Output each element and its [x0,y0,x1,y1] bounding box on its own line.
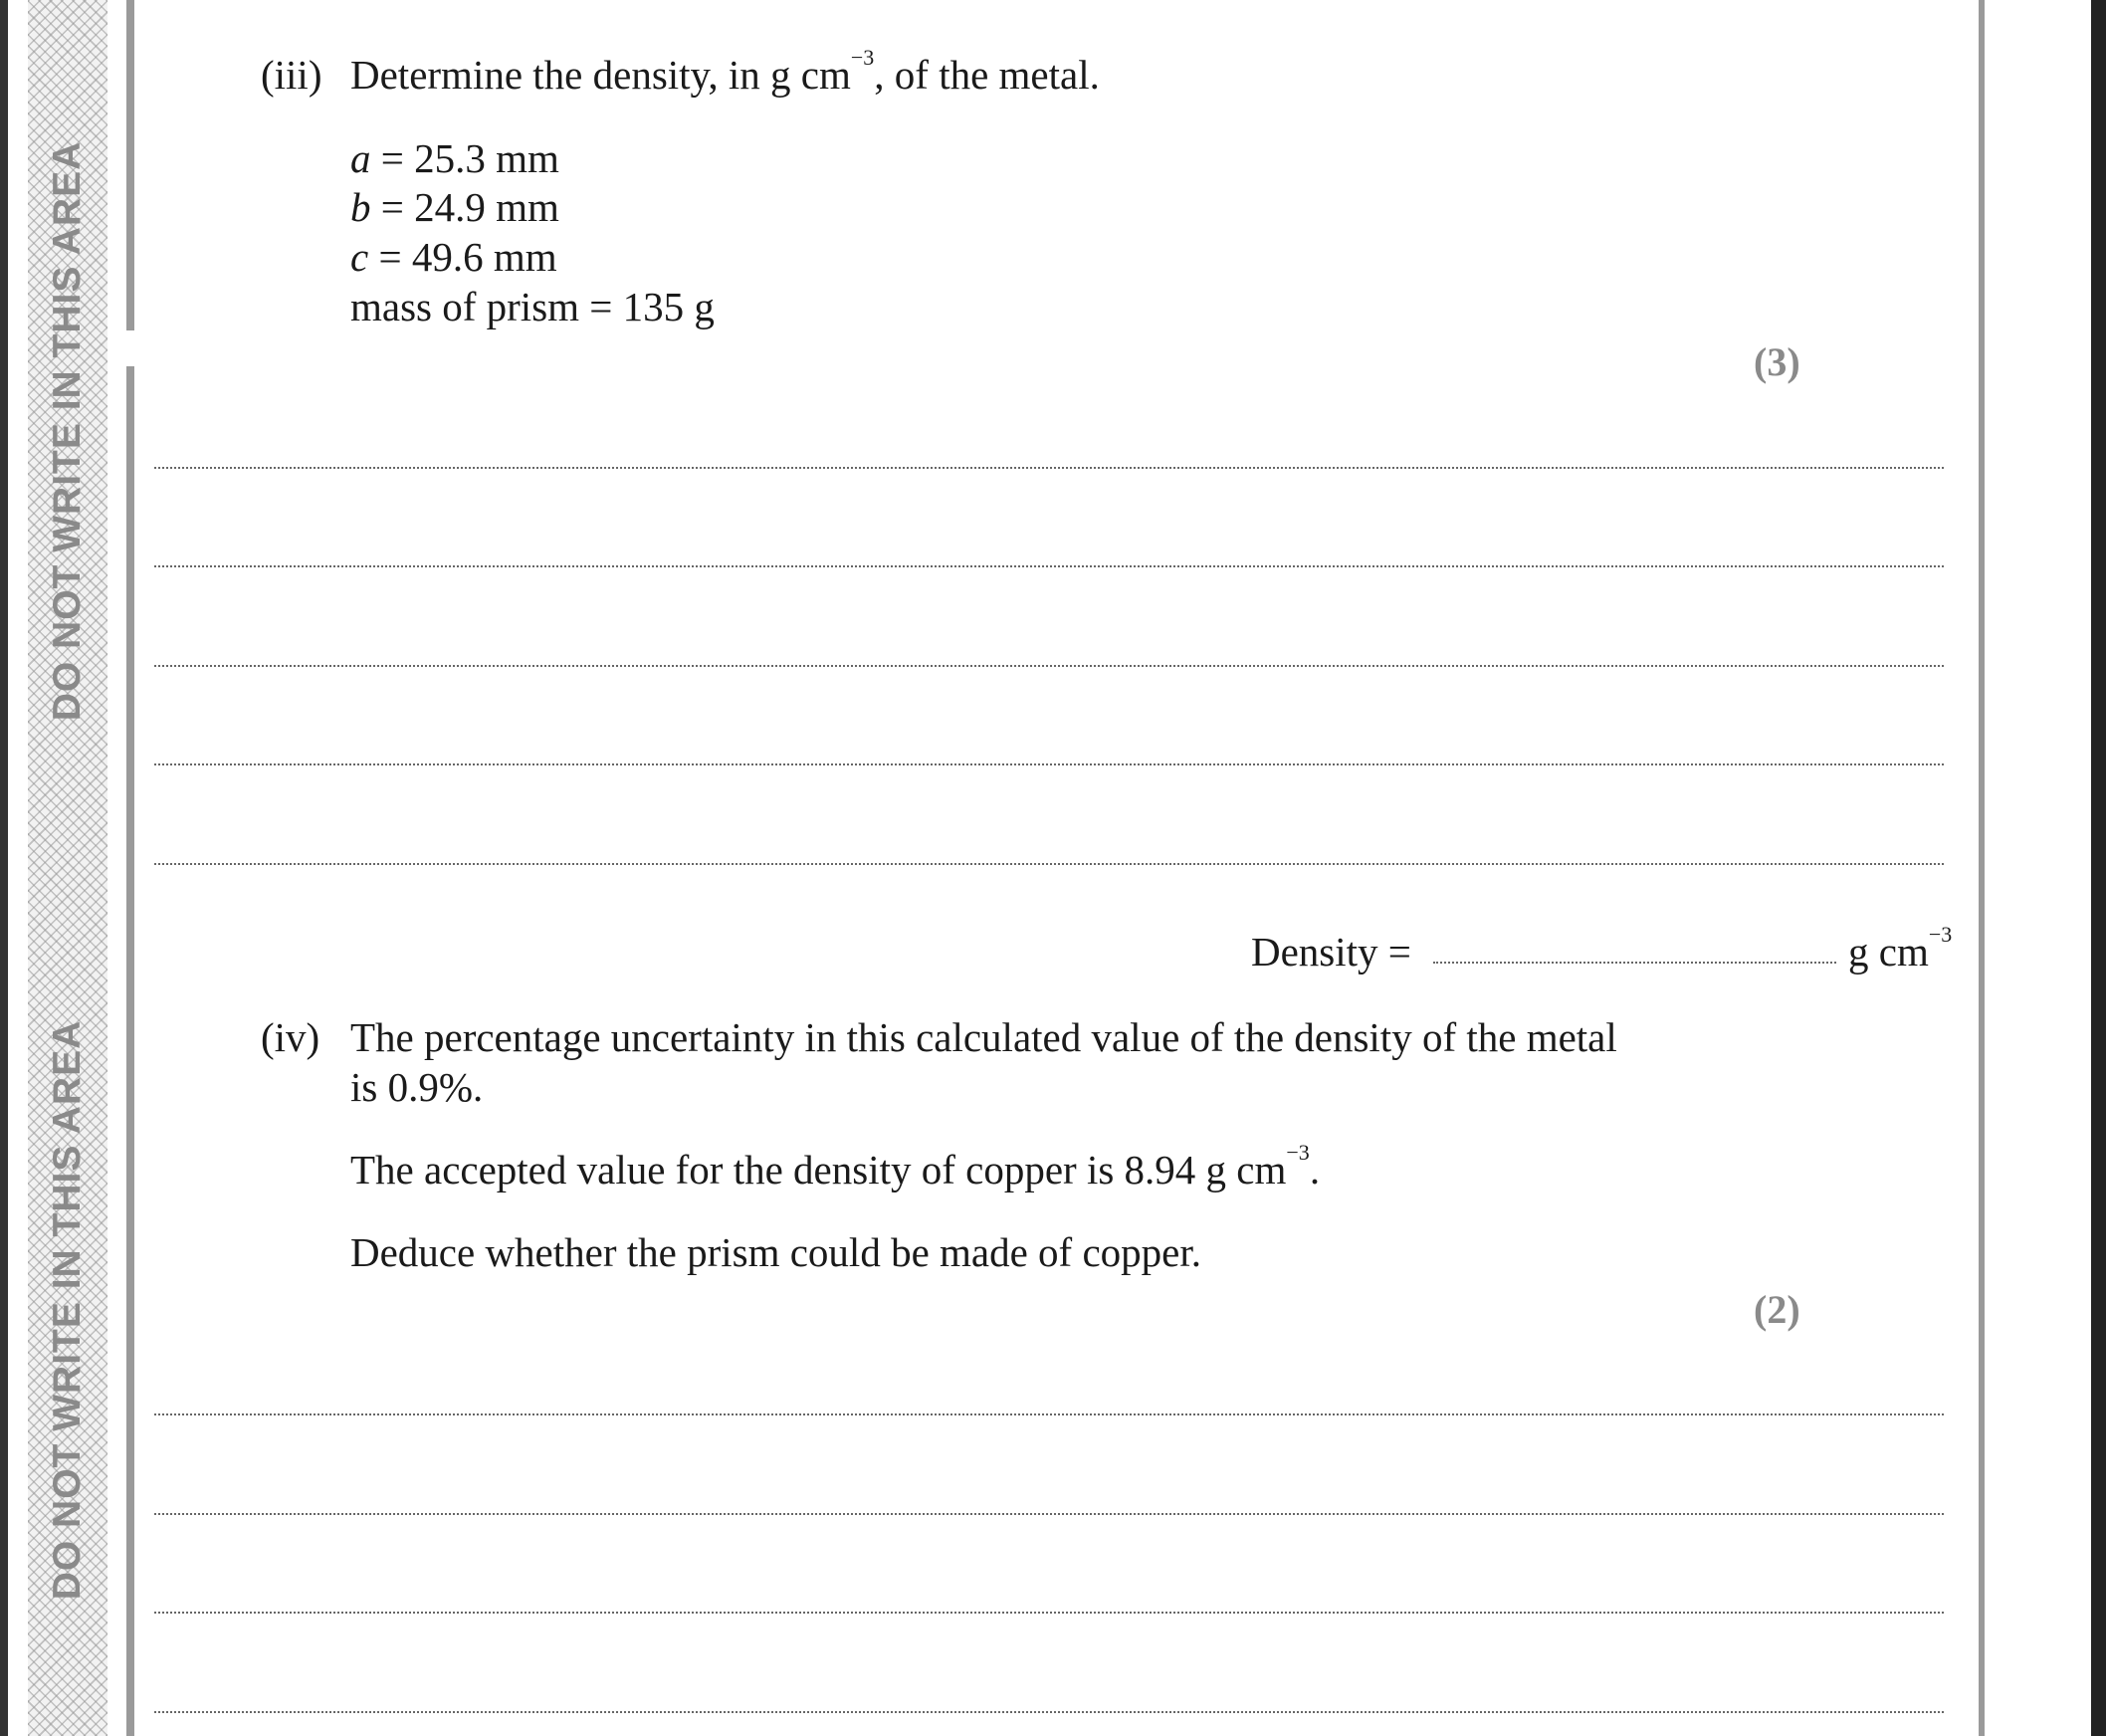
part-iv-line1: The percentage uncertainty in this calculated value of the density of the metal [350,1014,1617,1060]
margin-warning-bottom: DO NOT WRITE IN THIS AREA [46,1019,89,1601]
data-a: a = 25.3 mm [350,135,559,181]
answer-line-iii-4[interactable] [154,763,1944,765]
answer-line-iii-3[interactable] [154,665,1944,667]
part-iv-line2: is 0.9%. [350,1064,484,1110]
density-answer-label: Density = [1251,929,1411,975]
answer-line-iii-2[interactable] [154,565,1944,567]
part-iv-label: (iv) [261,1014,320,1060]
margin-rule-upper [126,0,134,330]
data-mass: mass of prism = 135 g [350,284,715,329]
right-margin-rule [1979,0,1985,1736]
answer-line-iv-3[interactable] [154,1612,1944,1614]
answer-line-iv-4[interactable] [154,1711,1944,1713]
part-iii-question: Determine the density, in g $cm^{-3}$, of the metal. [350,45,1100,98]
density-answer-unit: g $cm^{-3}$ [1848,922,1953,975]
deduce-question: Deduce whether the prism could be made of copper. [350,1229,1201,1275]
margin-rule-lower [126,366,134,1736]
data-c: c = 49.6 mm [350,234,557,280]
data-b: b = 24.9 mm [350,184,559,230]
answer-line-iii-1[interactable] [154,467,1944,469]
answer-line-iv-2[interactable] [154,1513,1944,1515]
accepted-value-text: The accepted value for the density of copper is 8.94 g $cm^{-3}$. [350,1140,1321,1193]
margin-warning-top: DO NOT WRITE IN THIS AREA [46,140,89,722]
marks-iii: (3) [1754,339,1800,384]
answer-line-iii-5[interactable] [154,863,1944,865]
marks-iv: (2) [1754,1287,1800,1332]
part-iii-label: (iii) [261,52,322,98]
page-right-edge [2091,0,2106,1736]
answer-line-iv-1[interactable] [154,1413,1944,1415]
page-left-edge [0,0,8,1736]
density-answer-field[interactable] [1433,962,1836,964]
